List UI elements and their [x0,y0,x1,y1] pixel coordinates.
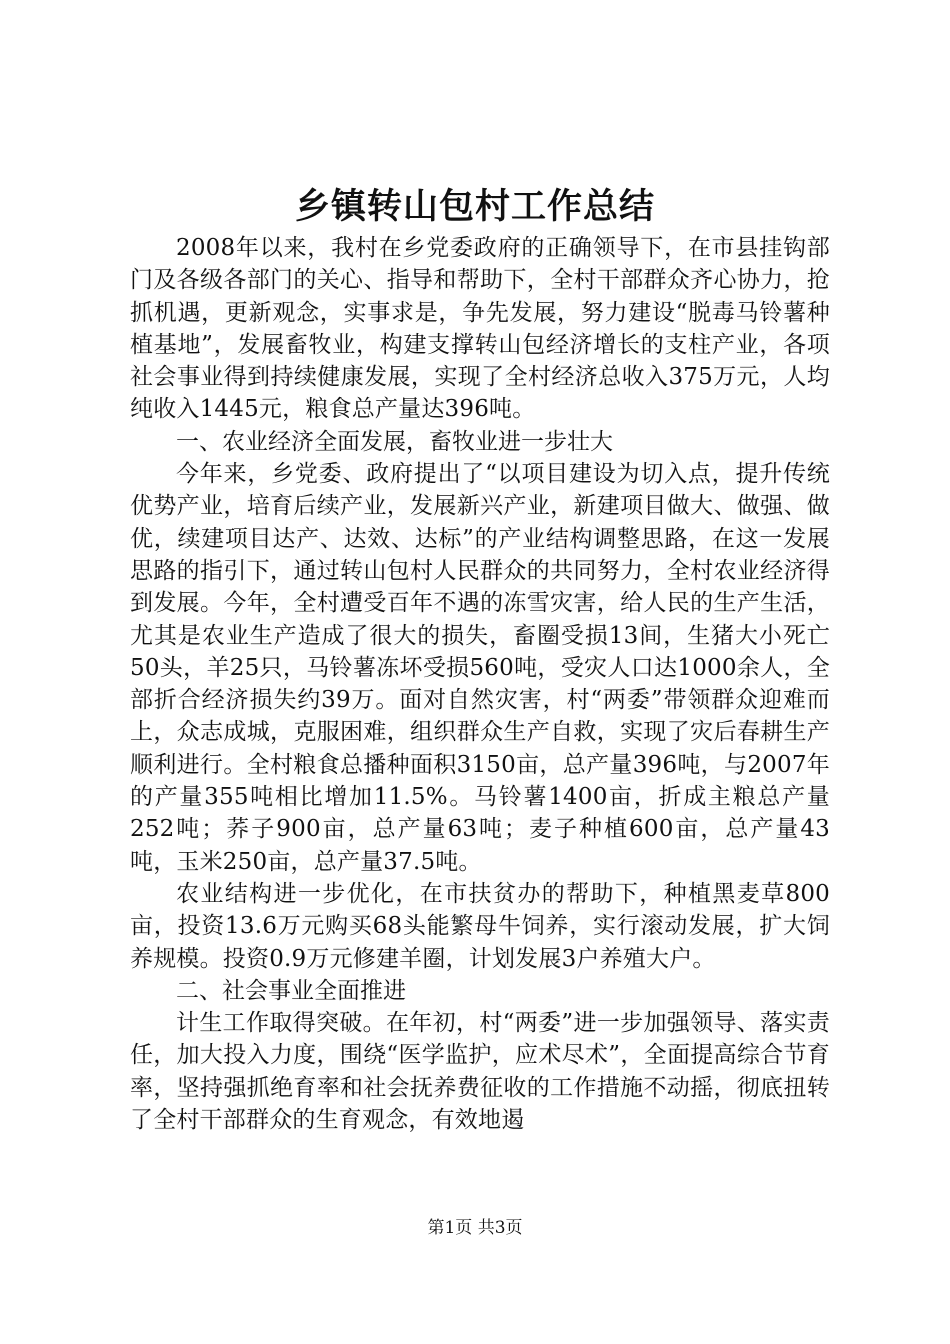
document-title: 乡镇转山包村工作总结 [294,187,655,227]
section-heading-social: 二、社会事业全面推进 [176,977,406,1004]
document-body [130,232,830,1136]
page-footer: 第1页 共3页 [427,1218,523,1238]
paragraph-agriculture: 今年来，乡党委、政府提出了“以项目建设为切入点，提升传统优势产业，培育后续产业，发展新兴产业，新建项目做大、做强、做优，续建项目达产、达效、达标”的产业结构调整思路，在这一发展思路的指引下，通过转山包村人民群众的共同努力，全村农业经济得到发展。今年，全村遭受百年不遇的冻雪灾害，给人民的生产生活，尤其是农业生产造成了很大的损失，畜圈受损13间，生猪大小死亡50头，羊25只，马铃薯冻坏受损560吨，受灾人口达1000余人，全部折合经济损失约39万。面对自然灾害，村“两委”带领群众迎难而上，众志成城，克服困难，组织群众生产自救，实现了灾后春耕生产顺利进行。全村粮食总播种面积3150亩，总产量396吨，与2007年的产量355吨相比增加11.5%。马铃薯1400亩，折成主粮总产量252吨；荞子900亩，总产量63吨；麦子种植600亩，总产量43吨，玉米250亩，总产量37.5吨。 [130,461,830,875]
paragraph-structure: 农业结构进一步优化，在市扶贫办的帮助下，种植黑麦草800亩，投资13.6万元购买68头能繁母牛饲养，实行滚动发展，扩大饲养规模。投资0.9万元修建羊圈，计划发展3户养殖大户。 [130,880,830,972]
paragraph-intro: 2008年以来，我村在乡党委政府的正确领导下，在市县挂钩部门及各级各部门的关心、指导和帮助下，全村干部群众齐心协力，抢抓机遇，更新观念，实事求是，争先发展，努力建设“脱毒马铃薯种植基地”，发展畜牧业，构建支撑转山包经济增长的支柱产业，各项社会事业得到持续健康发展，实现了全村经济总收入375万元，人均纯收入1445元，粮食总产量达396吨。 [130,235,830,423]
section-heading-agriculture: 一、农业经济全面发展，畜牧业进一步壮大 [176,428,613,455]
paragraph-family-planning: 计生工作取得突破。在年初，村“两委”进一步加强领导、落实责任，加大投入力度，围绕“医学监护，应术尽术”，全面提高综合节育率，坚持强抓绝育率和社会抚养费征收的工作措施不动摇，彻底扭转了全村干部群众的生育观念，有效地遏 [130,1010,830,1134]
